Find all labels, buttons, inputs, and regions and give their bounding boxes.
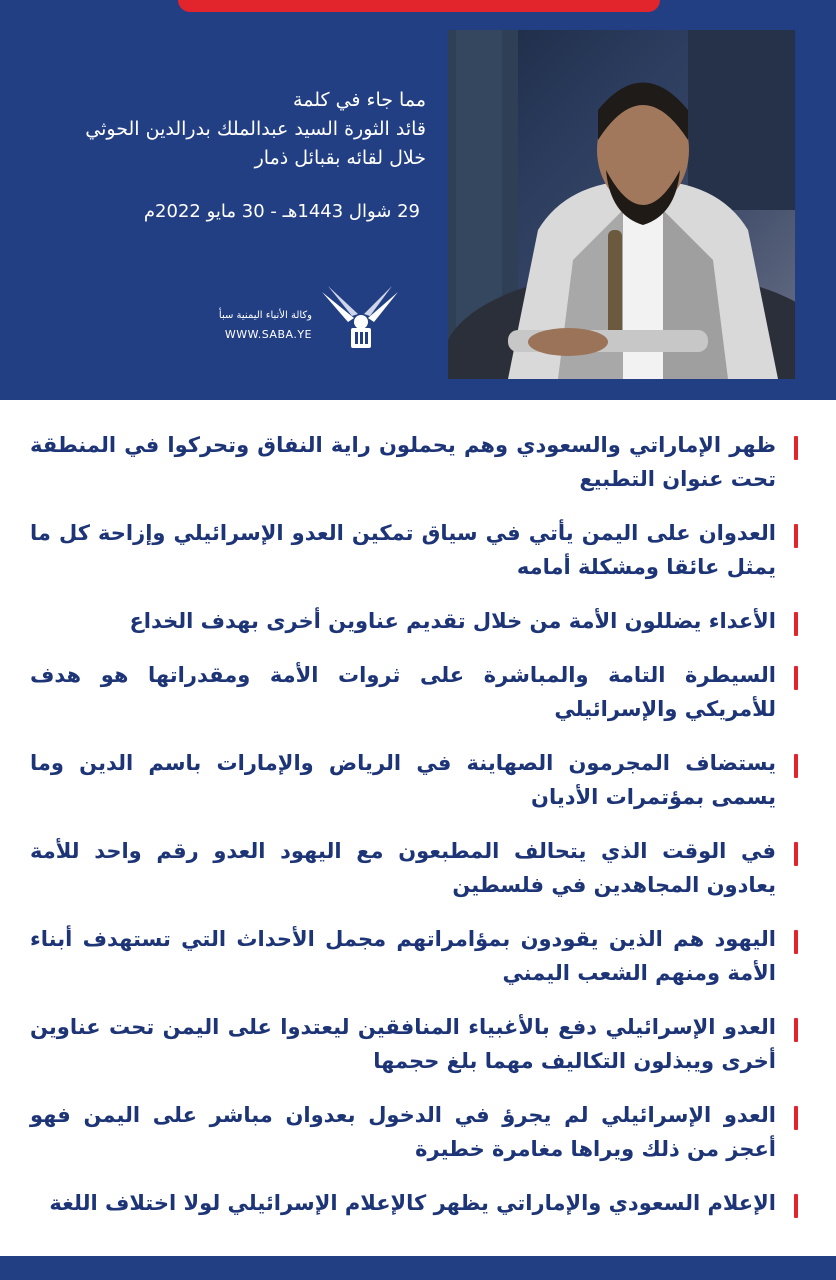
list-item (30, 428, 806, 496)
list-item (30, 516, 806, 584)
intro-line: مما جاء في كلمة (293, 89, 426, 111)
bullet-marker (794, 666, 798, 690)
header-banner (0, 0, 836, 400)
list-item-text: اليهود هم الذين يقودون بمؤامراتهم مجمل الأحداث التي تستهدف أبناء الأمة ومنهم الشعب اليمني (30, 927, 776, 985)
saba-bird-icon (318, 282, 402, 352)
list-item-text: في الوقت الذي يتحالف المطبعون مع اليهود العدو رقم واحد للأمة يعادون المجاهدين في فلسطين (30, 839, 776, 897)
quote-list (30, 428, 806, 1240)
portrait-illustration (448, 30, 795, 379)
bullet-marker (794, 612, 798, 636)
intro-line: قائد الثورة السيد عبدالملك بدرالدين الحوثي (85, 118, 426, 140)
list-item (30, 834, 806, 902)
date-line: 29 شوال 1443هـ - 30 مايو 2022م (143, 201, 420, 222)
list-item (30, 658, 806, 726)
list-item (30, 1010, 806, 1078)
bullet-marker (794, 930, 798, 954)
list-item (30, 746, 806, 814)
list-item-text: العدو الإسرائيلي دفع بالأغبياء المنافقين ليعتدوا على اليمن تحت عناوين أخرى ويبذلون التكاليف مهما بلغ حجمها (30, 1015, 776, 1073)
list-item-text: الإعلام السعودي والإماراتي يظهر كالإعلام الإسرائيلي لولا اختلاف اللغة (49, 1191, 776, 1215)
logo-url: WWW.SABA.YE (224, 328, 312, 341)
intro-line: خلال لقائه بقبائل ذمار (254, 147, 426, 169)
list-item (30, 1098, 806, 1166)
bullet-marker (794, 1194, 798, 1218)
footer-bar (0, 1256, 836, 1280)
intro-block (46, 86, 426, 225)
speaker-portrait (448, 30, 795, 379)
bullet-marker (794, 754, 798, 778)
bullet-marker (794, 842, 798, 866)
list-item-text: يستضاف المجرمون الصهاينة في الرياض والإمارات باسم الدين وما يسمى بمؤتمرات الأديان (30, 751, 776, 809)
list-item (30, 1186, 806, 1220)
list-item-text: السيطرة التامة والمباشرة على ثروات الأمة ومقدراتها هو هدف للأمريكي والإسرائيلي (30, 663, 776, 721)
list-item-text: الأعداء يضللون الأمة من خلال تقديم عناوين أخرى بهدف الخداع (129, 609, 776, 633)
list-item-text: العدوان على اليمن يأتي في سياق تمكين العدو الإسرائيلي وإزاحة كل ما يمثل عائقا ومشكلة أمامه (30, 521, 776, 579)
bullet-marker (794, 436, 798, 460)
bullet-marker (794, 524, 798, 548)
list-item (30, 922, 806, 990)
top-red-bar (178, 0, 660, 12)
list-item-text: العدو الإسرائيلي لم يجرؤ في الدخول بعدوان مباشر على اليمن فهو أعجز من ذلك ويراها مغامرة خطيرة (30, 1103, 776, 1161)
bullet-marker (794, 1106, 798, 1130)
list-item (30, 604, 806, 638)
saba-logo (192, 282, 404, 352)
list-item-text: ظهر الإماراتي والسعودي وهم يحملون راية النفاق وتحركوا في المنطقة تحت عنوان التطبيع (30, 433, 776, 491)
bullet-marker (794, 1018, 798, 1042)
logo-arabic-name: وكالة الأنباء اليمنية سبأ (218, 310, 312, 321)
